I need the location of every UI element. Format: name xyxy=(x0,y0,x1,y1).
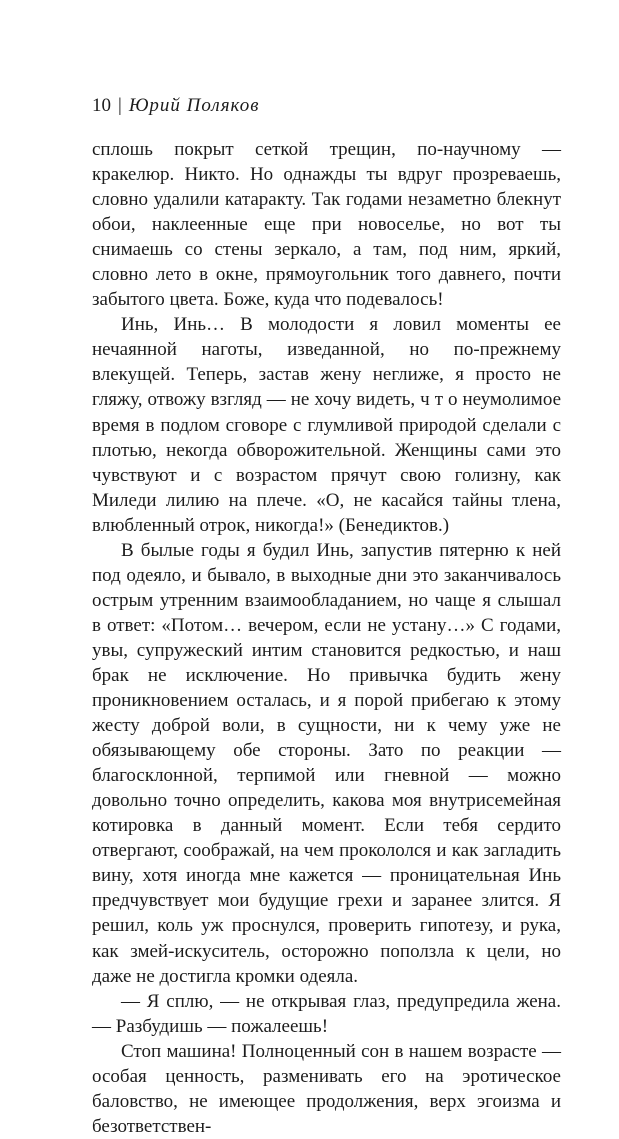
paragraph: Инь, Инь… В молодости я ловил моменты ее нечаянной наготы, изведанной, но по-прежнему влекущей. Теперь, застав жену неглиже, я просто не гляжу, отвожу взгляд — не хочу видеть, ч т о неумолимое время в подлом сговоре с глумливой природой сделали с плотью, некогда обворожительной. Женщины сами это чувствуют и с возрастом прячут свою голизну, как Миледи лилию на плече. «О, не касайся тайны тлена, влюбленный отрок, никогда!» (Бенедиктов.) xyxy=(92,314,561,536)
paragraph: сплошь покрыт сеткой трещин, по-научному — кракелюр. Никто. Но однажды ты вдруг прозреваешь, словно удалили катаракту. Так годами незаметно блекнут обои, наклеенные еще при новоселье, но вот ты снимаешь со стены зеркало, а там, под ним, яркий, словно лето в окне, прямоугольник того давнего, почти забытого цвета. Боже, куда что подевалось! xyxy=(92,139,561,311)
body-text xyxy=(92,137,561,1139)
header-separator: | xyxy=(118,95,122,116)
page-number: 10 xyxy=(92,95,111,116)
paragraph: Стоп машина! Полноценный сон в нашем возрасте — особая ценность, разменивать его на эротическое баловство, не имеющее продолжения, верх эгоизма и безответствен- xyxy=(92,1040,561,1137)
paragraph: В былые годы я будил Инь, запустив пятерню к ней под одеяло, и бывало, в выходные дни это заканчивалось острым утренним взаимообладанием, но чаще я слышал в ответ: «Потом… вечером, если не устану…» С годами, увы, супружеский интим становится редкостью, и наш брак не исключение. Но привычка будить жену проникновением осталась, и я порой прибегаю к этому жесту доброй воли, в сущности, ни к чему уже не обязывающему обе стороны. Зато по реакции — благосклонной, терпимой или гневной — можно довольно точно определить, какова моя внутрисемейная котировка в данный момент. Если тебя сердито отвергают, соображай, на чем прокололся и как загладить вину, хотя иногда мне кажется — проницательная Инь предчувствует мои будущие грехи и заранее злится. Я решил, коль уж проснулся, проверить гипотезу, и рука, как змей-искуситель, осторожно поползла к цели, но даже не достигла кромки одеяла. xyxy=(92,539,561,987)
author-name: Юрий Поляков xyxy=(128,95,260,116)
paragraph: — Я сплю, — не открывая глаз, предупредила жена. — Разбудишь — пожалеешь! xyxy=(92,990,561,1037)
running-header xyxy=(92,94,562,118)
